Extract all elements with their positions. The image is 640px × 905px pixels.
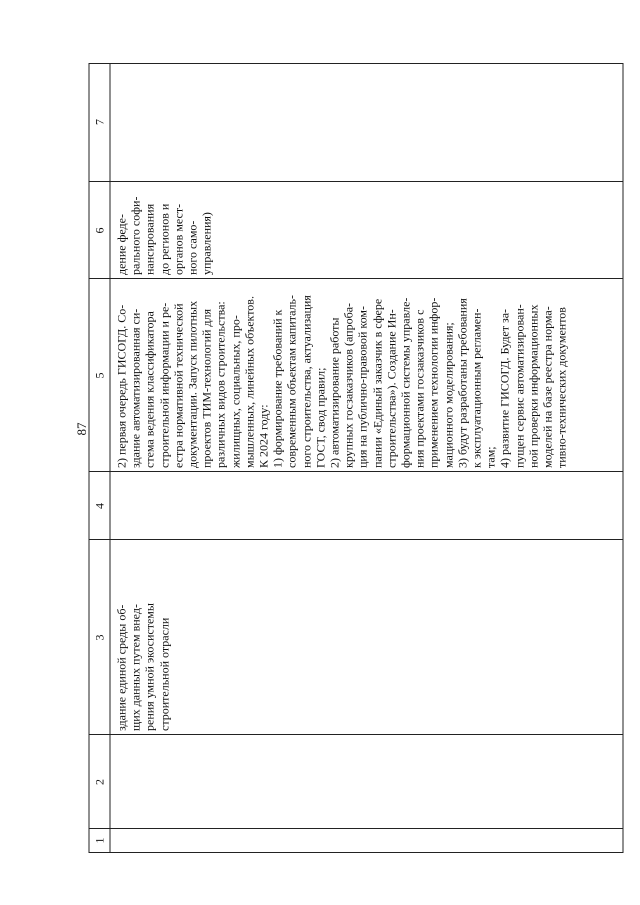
header-col-7: 7: [92, 119, 106, 125]
column-divider: [89, 828, 622, 829]
page-number: 87: [74, 422, 89, 436]
header-col-6: 6: [92, 227, 106, 234]
cell-col-5-text: 2) первая очередь ГИСОГД. Со- здание автоматизированная си- стема ведения классификатора строительной информации и ре- естра нормативной технической документации. Запуск пилотных проектов ТИМ-технологий для различных видов строительства: жилищных, социальных, про- мышленных, линейных объектов. К 2024 году: 1) формирование требований к современным объектам капиталь- ного строительства, актуализация ГОСТ, свод правил; 2) автоматизирование работы крупных госзаказчиков (апроба- ция на публично-правовой ком- пании «Единый заказчик в сфере строительства»). Создание Ин- формационной системы управле- ния проектами госзаказчиков с применением технологии инфор- мационного моделирования; 3) будут разработаны требования к эксплуатационным регламен- там; 4) развитие ГИСОГД. Будет за- пущен сервис автоматизирован- ной проверки информационных моделей на базе реестра норма- тивно-технических документов: [114, 295, 569, 468]
header-col-3: 3: [92, 634, 106, 641]
column-divider: [89, 539, 622, 540]
data-table: [88, 63, 623, 853]
cell-col-3-text: здание единой среды об- щих данных путем внед- рения умной экосистемы строительной отрасли: [114, 603, 171, 731]
column-divider: [89, 471, 622, 472]
column-divider: [89, 734, 622, 735]
header-col-4: 4: [92, 503, 106, 509]
header-col-5: 5: [92, 372, 106, 379]
header-col-1: 1: [92, 837, 106, 844]
column-divider: [89, 181, 622, 182]
column-divider: [89, 278, 622, 279]
header-col-2: 2: [92, 779, 106, 785]
table-container: [88, 63, 623, 853]
cell-col-6-text: дение феде- рального софи- нансирования до регионов и органов мест- ного само- управления): [114, 196, 214, 275]
